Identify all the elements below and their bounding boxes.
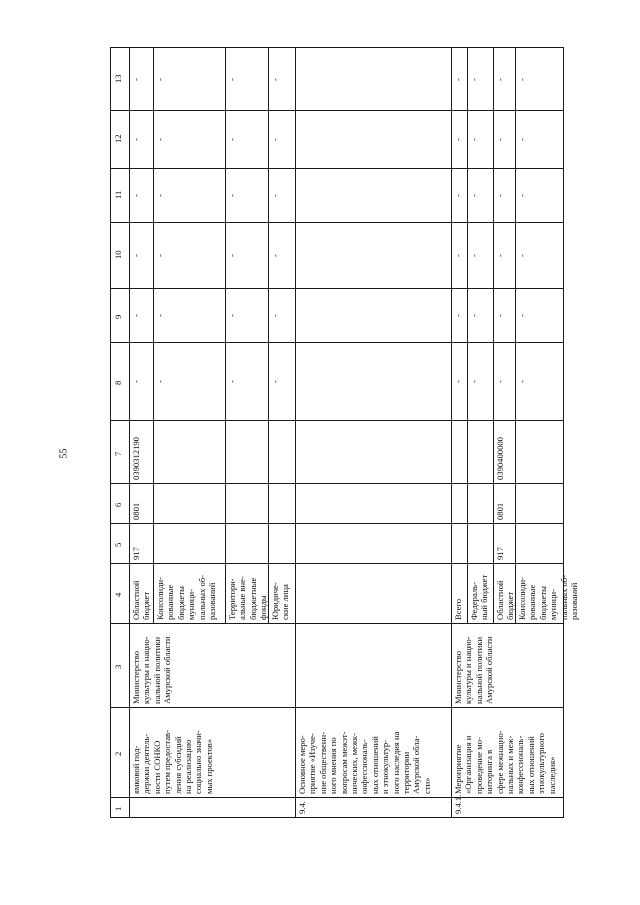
value-col-12 [469,138,479,141]
value-col-12 [495,138,505,141]
source-label-line: Областной [495,580,505,620]
column-header-7-line: 7 [113,451,123,456]
value-col-10-line: - [469,254,479,257]
column-header-4-line: 4 [113,592,123,597]
value-col-11 [453,194,463,197]
subrow-separator-r1-2 [268,47,269,623]
event-name-line: ных отношений [369,736,380,794]
source-label-line: Всего [453,598,463,620]
value-col-12 [227,138,237,141]
source-label-line: Территори- [227,578,237,620]
event-name-line: ления субсидий [172,736,183,794]
event-name-line: ямковой под- [131,745,141,794]
value-col-8-line: - [453,380,463,383]
subrow-separator-r3-0 [467,47,468,623]
subrow-separator-r1-1 [225,47,226,623]
source-label-line: пальных об- [196,574,207,620]
event-name-line: и этнокультур- [380,739,391,794]
value-col-9-line: - [517,314,527,317]
csr-code-line: 0390400000 [495,437,505,480]
value-col-10-line: - [227,254,237,257]
column-header-8 [113,381,123,385]
event-name-line: путем предостав- [162,730,173,794]
source-label [155,575,217,620]
header-separator [129,47,130,817]
value-col-13 [495,78,505,81]
source-label [517,575,579,620]
value-col-13 [469,78,479,81]
value-col-13-line: - [227,77,237,81]
value-col-12-line: - [453,138,463,141]
source-label-line: рованные [165,584,176,620]
value-col-10 [227,254,237,257]
source-label [227,576,269,620]
column-separator-3 [110,623,563,624]
table-top-border [110,47,564,48]
source-label-line: ские лица [280,584,291,620]
value-col-10 [131,254,141,257]
event-name-line: на реализацию [183,739,194,794]
column-header-6 [113,503,123,507]
value-col-8 [517,380,527,383]
value-col-12-line: - [155,138,165,141]
source-label [270,582,291,620]
value-col-11 [495,194,505,197]
subrow-separator-r1-0 [153,47,154,623]
value-col-13-line: - [495,77,505,81]
csr-code [131,437,141,480]
grbs-code [495,547,505,560]
value-col-13-line: - [270,77,280,81]
source-label-line: альные вне- [237,576,248,620]
value-col-12-line: - [270,138,280,141]
value-col-8 [155,380,165,383]
column-separator-4 [110,563,563,564]
column-header-12-line: 12 [113,134,123,143]
rzpr-code [495,503,505,520]
value-col-11 [155,194,165,197]
value-col-10-line: - [270,254,280,257]
value-col-9-line: - [453,314,463,317]
value-col-8-line: - [469,380,479,383]
value-col-12 [270,138,280,141]
value-col-8-line: - [227,380,237,383]
value-col-8 [131,380,141,383]
source-label-line: бюджет [141,591,152,620]
value-col-10-line: - [131,254,141,257]
value-col-12-line: - [469,138,479,141]
source-label-line: Консолиди- [155,577,165,620]
source-label-line: бюджеты [175,586,186,620]
value-col-8 [227,380,237,383]
value-col-11-line: - [227,194,237,197]
source-label-line: муници- [548,589,559,620]
value-col-13 [131,78,141,81]
event-name [453,730,557,794]
event-name-line: Основное меро- [297,735,307,794]
event-name-line: ние общественн- [317,732,328,794]
value-col-9-line: - [155,314,165,317]
executor-name-line: нальной политики [151,636,162,704]
column-separator-7 [110,420,563,421]
value-col-11-line: - [495,194,505,197]
event-name-line: социально значи- [193,730,204,794]
value-col-11-line: - [131,194,141,197]
event-name-line: ниторинга в [484,749,495,794]
source-label-line: бюджетные [247,577,258,620]
column-header-10 [113,250,123,259]
event-name-line: Мероприятие [453,744,463,794]
value-col-9-line: - [270,314,280,317]
event-name-line: онфессиональ- [359,739,370,794]
event-name-line: ности СОНКО [151,740,162,794]
event-number [297,801,307,814]
event-name-line: вопросам межэт- [338,731,349,794]
column-header-12 [113,134,123,143]
value-col-12-line: - [495,138,505,141]
value-col-11 [469,194,479,197]
event-name-line: наследия» [546,756,557,794]
column-header-10-line: 10 [113,250,123,259]
source-label [495,580,516,620]
source-label-line: Юридиче- [270,582,280,620]
value-col-9 [453,314,463,317]
event-name-line: нальных и меж- [505,735,516,794]
event-name-line: мых проектов» [203,738,214,794]
source-label-line: бюджет [505,591,516,620]
source-label-line: разований [569,582,580,620]
event-name-line: сфере межнацио- [494,730,505,794]
value-col-9 [131,314,141,317]
value-col-11-line: - [270,194,280,197]
source-label-line: ный бюджет [479,574,490,620]
value-col-10-line: - [453,254,463,257]
executor-name-line: Министерство [453,651,463,704]
table-bottom-border [110,817,564,818]
column-separator-9 [110,288,563,289]
rzpr-code-line: 0801 [131,502,141,520]
value-col-10 [517,254,527,257]
value-col-12 [131,138,141,141]
value-col-13 [270,78,280,81]
column-header-6-line: 6 [113,502,123,507]
event-name [131,730,214,794]
value-col-12 [517,138,527,141]
value-col-11-line: - [453,194,463,197]
column-header-2 [113,752,123,756]
source-label-line: разований [207,582,218,620]
column-header-9-line: 9 [113,314,123,319]
executor-name [131,636,173,704]
value-col-8 [453,380,463,383]
column-header-8-line: 8 [113,380,123,385]
value-col-13 [517,78,527,81]
value-col-11-line: - [155,194,165,197]
value-col-10-line: - [517,254,527,257]
subrow-separator-r3-1 [493,47,494,623]
column-header-1 [113,807,123,811]
executor-name-line: Амурской области [162,636,173,704]
event-name [297,731,432,794]
source-label [131,580,152,620]
value-col-9 [495,314,505,317]
column-separator-6 [110,483,563,484]
column-separator-10 [110,222,563,223]
grbs-code-line: 917 [131,547,141,560]
value-col-10 [495,254,505,257]
event-name-line: этнокультурного [536,733,547,794]
column-header-5 [113,543,123,547]
source-label-line: бюджеты [537,586,548,620]
value-col-12 [453,138,463,141]
column-header-3-line: 3 [113,664,123,669]
value-col-8-line: - [131,380,141,383]
column-separator-2 [110,707,563,708]
value-col-9 [517,314,527,317]
rzpr-code [131,503,141,520]
executor-name [453,636,495,704]
value-col-12 [155,138,165,141]
event-name-line: Амурской обла- [411,735,422,794]
column-separator-8 [110,342,563,343]
value-col-8-line: - [495,380,505,383]
event-name-line: конфессиональ- [515,735,526,794]
value-col-13 [155,78,165,81]
event-name-line: сти» [421,777,432,794]
source-label [453,599,463,620]
row-separator-9-4-1 [451,47,452,817]
source-label-line: Областной [131,580,141,620]
table-right-border [563,47,564,817]
grbs-code [131,547,141,560]
executor-name-line: нальной политики [473,636,484,704]
value-col-9 [227,314,237,317]
value-col-11-line: - [469,194,479,197]
value-col-11 [131,194,141,197]
column-header-3 [113,665,123,669]
column-separator-12 [110,110,563,111]
source-label-line: пальных об- [558,574,569,620]
subrow-separator-r3-2 [515,47,516,623]
source-label-line: рованные [527,584,538,620]
value-col-8 [270,380,280,383]
source-label-line: Федераль- [469,582,479,620]
value-col-11-line: - [517,194,527,197]
executor-name-line: Министерство [131,651,141,704]
value-col-9-line: - [227,314,237,317]
table-left-border [110,47,111,817]
value-col-12-line: - [227,138,237,141]
column-separator-1 [110,797,563,798]
column-header-11 [113,191,123,199]
value-col-11 [227,194,237,197]
value-col-9 [155,314,165,317]
event-name-line: проведение мо- [473,737,484,794]
source-label-line: фонды [258,595,269,620]
event-name-line: приятие «Изуче- [307,733,318,794]
source-label-line: Консолиди- [517,577,527,620]
value-col-10 [270,254,280,257]
value-col-8 [469,380,479,383]
column-separator-5 [110,523,563,524]
value-col-10 [155,254,165,257]
column-header-11-line: 11 [113,190,123,199]
value-col-9-line: - [495,314,505,317]
value-col-12-line: - [517,138,527,141]
executor-name-line: Амурской области [484,636,495,704]
column-header-2-line: 2 [113,751,123,756]
event-name-line: держки деятель- [141,733,152,794]
column-header-1-line: 1 [113,806,123,811]
value-col-13-line: - [155,77,165,81]
column-header-13 [113,74,123,83]
value-col-8-line: - [155,380,165,383]
column-header-7 [113,451,123,455]
page-number: 55 [58,448,70,459]
value-col-12-line: - [131,138,141,141]
value-col-11 [517,194,527,197]
value-col-8-line: - [517,380,527,383]
value-col-9-line: - [131,314,141,317]
event-number-line: 9.4.1. [453,794,463,814]
value-col-10-line: - [155,254,165,257]
column-header-5-line: 5 [113,542,123,547]
value-col-9 [469,314,479,317]
event-name-line: ного наследия на [390,731,401,794]
column-header-13-line: 13 [113,73,123,83]
event-name-line: территории [401,751,412,794]
executor-name-line: культуры и нацио- [463,636,474,704]
value-col-13-line: - [453,77,463,81]
value-col-9-line: - [469,314,479,317]
value-col-8 [495,380,505,383]
csr-code [495,437,505,480]
column-header-4 [113,593,123,597]
value-col-10 [453,254,463,257]
value-col-11 [270,194,280,197]
value-col-10-line: - [495,254,505,257]
value-col-9 [270,314,280,317]
event-name-line: «Организация и [463,735,474,794]
executor-name-line: культуры и нацио- [141,636,152,704]
value-col-13-line: - [131,77,141,81]
event-number [453,795,463,814]
event-name-line: ного мнения по [328,737,339,794]
event-name-line: нических, межк- [349,733,360,794]
event-number-line: 9.4. [297,801,307,814]
value-col-8-line: - [270,380,280,383]
column-separator-11 [110,168,563,169]
grbs-code-line: 917 [495,547,505,560]
rzpr-code-line: 0801 [495,502,505,520]
value-col-13 [227,78,237,81]
source-label-line: муници- [186,589,197,620]
source-label [469,575,490,620]
row-separator-9-4 [295,47,296,817]
value-col-13-line: - [517,77,527,81]
value-col-13 [453,78,463,81]
value-col-13-line: - [469,77,479,81]
value-col-10 [469,254,479,257]
column-header-9 [113,315,123,319]
csr-code-line: 0390312190 [131,437,141,480]
event-name-line: ных отношений [525,736,536,794]
